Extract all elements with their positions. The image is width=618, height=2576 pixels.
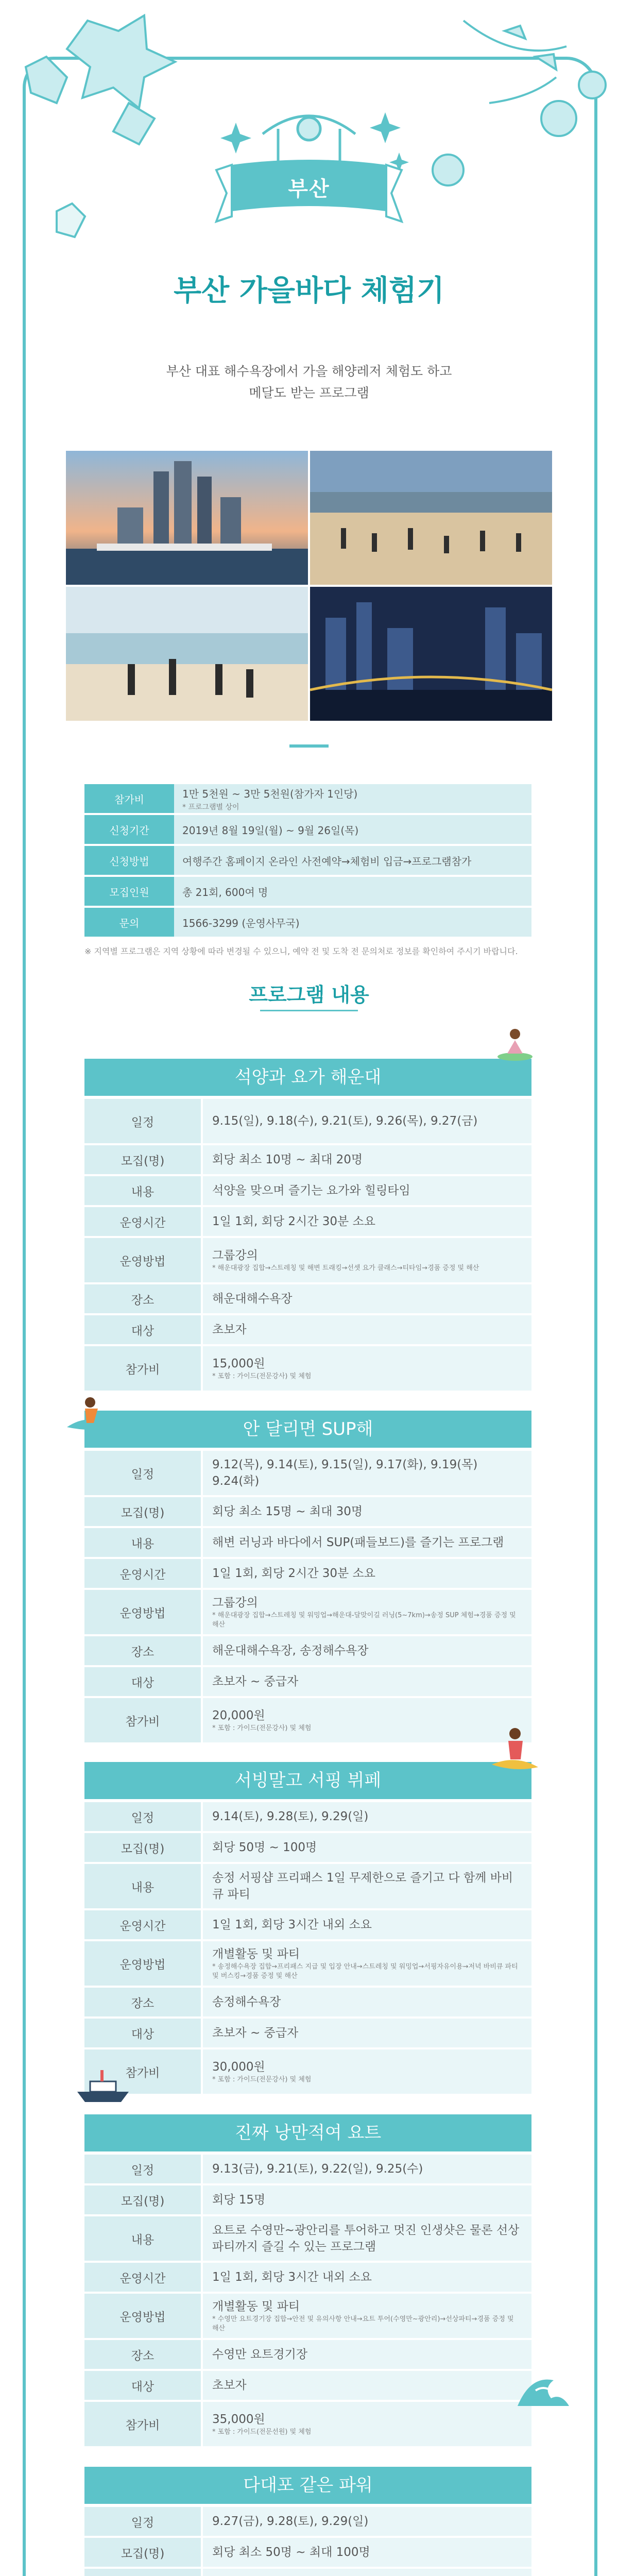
program-row-value-text: 초보자 ~ 중급자 [212,2026,299,2040]
leaf-cluster-icon [26,15,175,144]
program-row-label: 대상 [84,1315,201,1344]
program-row-value [203,1698,531,1742]
subtitle-line-1: 부산 대표 해수욕장에서 가을 해양레저 체험도 하고 [166,364,452,379]
program-row-sub: * 포함 : 가이드(전문강사) 및 체험 [212,1724,312,1732]
program-row-label: 참가비 [84,1698,201,1742]
program-row [84,1667,531,1696]
info-value-text: 총 21회, 600여 명 [182,886,268,899]
section-divider [289,744,329,748]
program-row-label: 모집(명) [84,2185,201,2214]
program-row-label: 장소 [84,1988,201,2016]
program-row-sub: * 포함 : 가이드(전문강사) 및 체험 [212,1372,312,1380]
info-value [174,877,531,906]
wave-icon [515,2370,572,2411]
program-section [84,1762,531,2096]
program-row-value [203,1864,531,1908]
info-label: 모집인원 [84,877,174,906]
program-row-value [203,1528,531,1557]
program-row-value [203,2049,531,2094]
program-row [84,2263,531,2292]
page-subtitle [0,361,618,404]
program-row-value-text: 송정해수욕장 [212,1995,281,2009]
program-row-value-text: 그룹강의 [212,1249,258,1262]
program-row-sub: * 해운대광장 집합→스트레칭 및 워밍업→해운대-달맞이길 러닝(5~7km)→송정 SUP 체험→경품 증정 및 해산 [212,1612,516,1629]
program-row-label: 일정 [84,1451,201,1495]
program-row-value-text: 개별활동 및 파티 [212,2300,300,2313]
program-title: 진짜 낭만적여 요트 [84,2114,531,2151]
program-section [84,1411,531,1744]
program-row-value-text: 20,000원 [212,1709,265,1722]
program-row-value [203,2216,531,2261]
program-row [84,1559,531,1588]
program-row [84,2569,531,2576]
program-row-value-text: 수영만 요트경기장 [212,2348,308,2361]
program-row-sub: * 포함 : 가이드(전문선원) 및 체험 [212,2428,312,2436]
program-row-value [203,2402,531,2446]
program-row-value [203,2263,531,2292]
program-row [84,2216,531,2261]
program-section [84,2114,531,2448]
photo-city-marina [66,451,308,585]
program-row-label: 일정 [84,1802,201,1831]
info-value-text: 1만 5천원 ~ 3만 5천원(참가자 1인당) [182,787,358,800]
program-row-label: 장소 [84,1636,201,1665]
program-row-label: 일정 [84,2507,201,2536]
program-row-value-text: 1일 1회, 회당 3시간 내외 소요 [212,2270,372,2284]
program-row-label: 장소 [84,1284,201,1313]
program-row-value-text: 해운대해수욕장 [212,1292,293,1306]
program-row [84,1988,531,2016]
program-row [84,1099,531,1143]
program-row-value-text: 개별활동 및 파티 [212,1947,300,1961]
program-row [84,2538,531,2567]
program-row-label: 운영방법 [84,1238,201,1282]
program-row-label: 내용 [84,1528,201,1557]
program-row-value [203,1910,531,1939]
header-decoration [0,0,618,268]
info-note: ※ 지역별 프로그램은 지역 상황에 따라 변경될 수 있으니, 예약 전 및 도착 전 문의처로 정보를 확인하여 주시기 바랍니다. [84,946,518,956]
program-row-label: 운영방법 [84,1590,201,1634]
programs-heading: 프로그램 내용 [249,984,369,1006]
program-row-value-text: 회당 최소 50명 ~ 최대 100명 [212,2546,370,2559]
program-row [84,1315,531,1344]
program-title: 석양과 요가 해운대 [84,1059,531,1096]
info-value [174,846,531,875]
program-row-value-text: 15,000원 [212,1357,265,1370]
program-row [84,1864,531,1908]
program-row [84,1176,531,1205]
program-row [84,1802,531,1831]
program-title: 다대포 같은 파워 [84,2467,531,2504]
program-row-value [203,2294,531,2338]
info-value [174,908,531,937]
program-row-value [203,2185,531,2214]
program-row-label: 참가비 [84,2049,201,2094]
programs-heading-underline [260,1010,358,1011]
program-row-value-text: 요트로 수영만~광안리를 투어하고 멋진 인생샷은 물론 선상 파티까지 즐길 수 있는 프로그램 [212,2224,520,2253]
yacht-icon [72,2066,134,2107]
program-row [84,1528,531,1557]
program-row-value [203,1988,531,2016]
program-row-value [203,1636,531,1665]
program-row-value-text: 1일 1회, 회당 2시간 30분 소요 [212,1567,375,1580]
info-row [84,877,531,906]
program-row-value-text: 해운대해수욕장, 송정해수욕장 [212,1644,369,1657]
program-row-value [203,1590,531,1634]
program-row-value-text: 9.27(금), 9.28(토), 9.29(일) [212,2515,369,2528]
program-row [84,2402,531,2446]
program-row-label: 모집(명) [84,1833,201,1862]
surfer-board-icon [487,1718,543,1775]
program-row-value-text: 초보자 [212,1323,247,1336]
subtitle-line-2: 메달도 받는 프로그램 [249,385,369,400]
program-row-label: 내용 [84,2216,201,2261]
info-label: 신청기간 [84,815,174,844]
program-row-value-text: 1일 1회, 회당 2시간 30분 소요 [212,1215,375,1228]
program-row-sub: * 해운대광장 집합→스트레칭 및 해변 트래킹→선셋 요가 클래스→티타임→경품 증정 및 해산 [212,1264,479,1272]
program-row [84,1833,531,1862]
program-row [84,1910,531,1939]
program-row-label: 장소 [84,2340,201,2369]
photo-collage [66,451,552,721]
surfer-icon [62,1391,118,1437]
program-row-value [203,1667,531,1696]
program-row-value [203,1238,531,1282]
program-row-value [203,1941,531,1986]
info-table [84,782,531,939]
program-row [84,1698,531,1742]
program-row-value-text: 회당 50명 ~ 100명 [212,1841,317,1854]
program-row-value [203,1802,531,1831]
program-title: 안 달리면 SUP해 [84,1411,531,1448]
program-row [84,1590,531,1634]
program-row-label: 내용 [84,1176,201,1205]
program-row-value-text: 초보자 [212,2379,247,2392]
program-row [84,2507,531,2536]
program-row-value [203,1207,531,1236]
info-value [174,784,531,813]
program-row-sub: * 포함 : 가이드(전문강사) 및 체험 [212,2076,312,2083]
program-row [84,2155,531,2183]
program-section [84,2467,531,2576]
program-row-value-text: 회당 최소 10명 ~ 최대 20명 [212,1153,363,1166]
program-row-value-text: 9.15(일), 9.18(수), 9.21(토), 9.26(목), 9.27(금) [212,1114,478,1128]
info-label: 참가비 [84,784,174,813]
info-label: 문의 [84,908,174,937]
program-row-label: 내용 [84,1864,201,1908]
program-row-value-text: 9.13(금), 9.21(토), 9.22(일), 9.25(수) [212,2162,423,2176]
page-title: 부산 가을바다 체험기 [174,274,444,308]
program-row [84,1497,531,1526]
photo-night-bridge [310,587,552,721]
program-row-value [203,1559,531,1588]
program-row-value-text: 9.12(목), 9.14(토), 9.15(일), 9.17(화), 9.19(목) 9.24(화) [212,1458,478,1488]
program-row [84,1636,531,1665]
program-row [84,1346,531,1391]
program-row-value-text: 회당 15명 [212,2193,266,2207]
info-row [84,784,531,813]
program-row-value-text: 30,000원 [212,2060,265,2074]
program-row-label: 참가비 [84,1346,201,1391]
program-row [84,2294,531,2338]
info-row [84,908,531,937]
program-row-value [203,2019,531,2047]
program-row-label: 운영시간 [84,2263,201,2292]
program-row-value [203,1145,531,1174]
program-row-value-text: 그룹강의 [212,1596,258,1609]
program-row-label: 운영방법 [84,1941,201,1986]
program-row-value [203,1497,531,1526]
info-value-sub: * 프로그램별 상이 [182,803,239,811]
pavilion-icon [263,116,355,165]
program-row [84,2049,531,2094]
program-row-value [203,2507,531,2536]
info-row [84,846,531,875]
program-row-label: 대상 [84,1667,201,1696]
program-row-value [203,1451,531,1495]
program-row-value-text: 송정 서핑샵 프리패스 1일 무제한으로 즐기고 다 함께 바비큐 파티 [212,1871,513,1901]
program-row-label [84,2569,201,2576]
program-row [84,1145,531,1174]
program-row [84,1238,531,1282]
program-section [84,1059,531,1393]
program-row [84,2019,531,2047]
program-row-label: 모집(명) [84,1497,201,1526]
info-value [174,815,531,844]
program-row-label: 일정 [84,1099,201,1143]
photo-beach-yoga [310,451,552,585]
program-row-value [203,2371,531,2400]
program-row-value-text: 35,000원 [212,2413,265,2426]
program-row-label: 참가비 [84,2402,201,2446]
program-row [84,1207,531,1236]
program-row-value [203,1833,531,1862]
program-row-value-text: 해변 러닝과 바다에서 SUP(패들보드)를 즐기는 프로그램 [212,1536,504,1549]
program-row-label: 일정 [84,2155,201,2183]
program-row-value-text: 회당 최소 15명 ~ 최대 30명 [212,1505,363,1518]
program-row-label: 운영시간 [84,1207,201,1236]
program-title: 서빙말고 서핑 뷔페 [84,1762,531,1799]
program-row-label: 대상 [84,2019,201,2047]
program-row [84,1941,531,1986]
program-row-value [203,2340,531,2369]
program-row-value [203,2155,531,2183]
program-row-value [203,2538,531,2567]
info-row [84,815,531,844]
program-row-label: 모집(명) [84,2538,201,2567]
info-label: 신청방법 [84,846,174,875]
info-value-text: 2019년 8월 19일(월) ~ 9월 26일(목) [182,824,359,837]
program-row [84,2340,531,2369]
program-row-label: 모집(명) [84,1145,201,1174]
program-row-value-text: 석양을 맞으며 즐기는 요가와 힐링타임 [212,1184,410,1197]
program-row-label: 운영방법 [84,2294,201,2338]
program-row-value-text: 초보자 ~ 중급자 [212,1675,299,1688]
program-row-value-text: 9.14(토), 9.28(토), 9.29(일) [212,1810,369,1823]
program-row-value [203,1284,531,1313]
program-row [84,1284,531,1313]
persimmon-branch-icon [433,21,606,185]
program-row-label: 대상 [84,2371,201,2400]
info-value-text: 1566-3299 (운영사무국) [182,917,300,929]
region-badge-label: 부산 [288,177,330,201]
program-row [84,2185,531,2214]
info-value-text: 여행주간 홈페이지 온라인 사전예약→체험비 입금→프로그램참가 [182,855,472,868]
program-row [84,2371,531,2400]
leaf-small-icon [57,204,85,237]
program-row-value-text: 1일 1회, 회당 3시간 내외 소요 [212,1918,372,1931]
program-row-label: 운영시간 [84,1559,201,1588]
program-row-value [203,2569,531,2576]
program-row-value [203,1099,531,1143]
program-row-label: 운영시간 [84,1910,201,1939]
program-row-sub: * 수영만 요트경기장 집합→안전 및 유의사항 안내→요트 투어(수영만~광안리)→선상파티→경품 증정 및 해산 [212,2315,514,2332]
program-row-value [203,1346,531,1391]
program-row-value [203,1315,531,1344]
photo-surfers [66,587,308,721]
program-row-sub: * 송정해수욕장 집합→프리패스 지급 및 입장 안내→스트레칭 및 워밍업→서핑자유이용→저녁 바비큐 파티 및 버스킹→경품 증정 및 해산 [212,1963,518,1980]
program-row [84,1451,531,1495]
program-row-value [203,1176,531,1205]
yoga-person-icon [494,1023,536,1064]
